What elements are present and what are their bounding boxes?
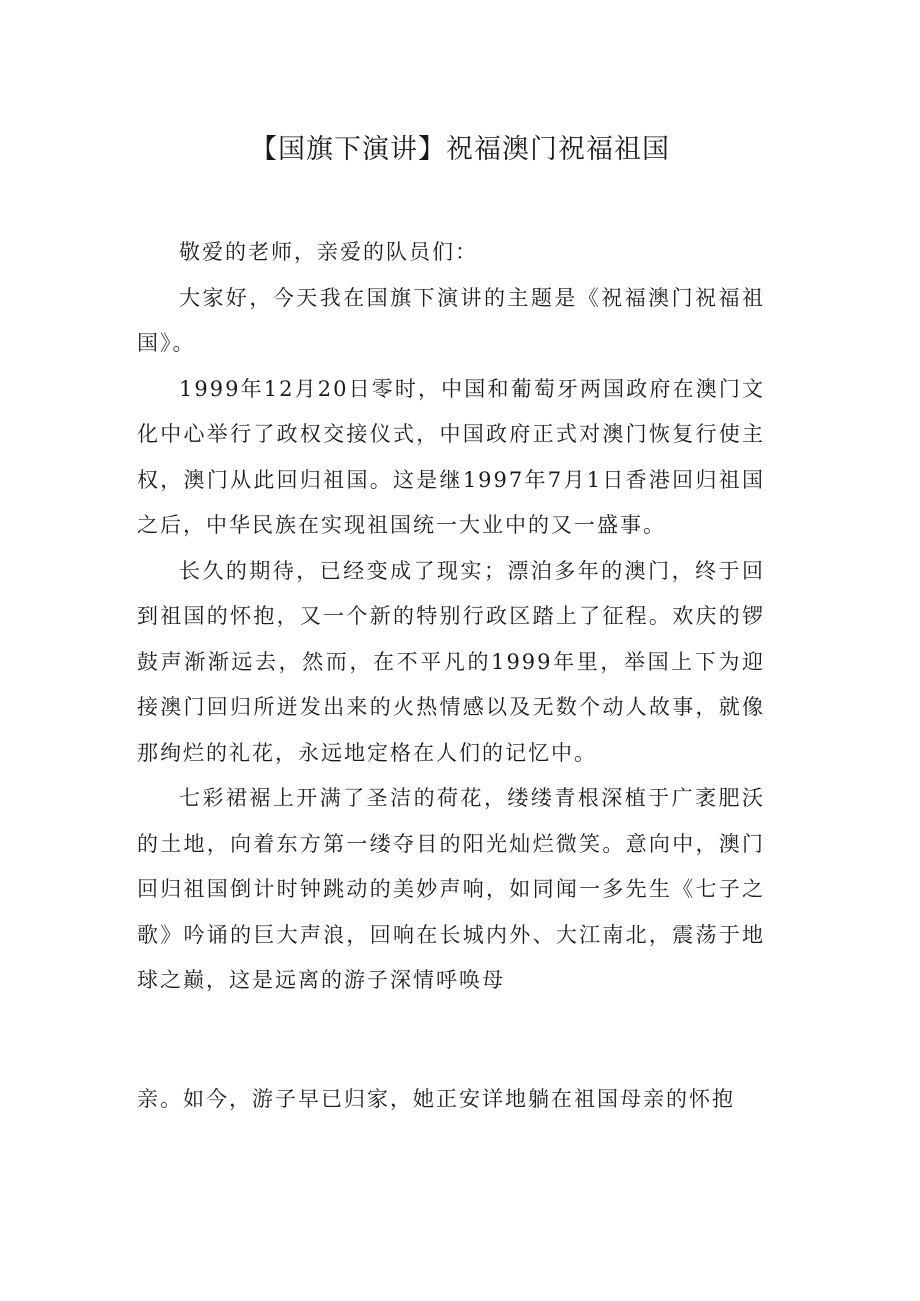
paragraph-expectation: 长久的期待，已经变成了现实；漂泊多年的澳门，终于回到祖国的怀抱，又一个新的特别行政区踏上了征程。欢庆的锣鼓声渐渐远去，然而，在不平凡的1999年里，举国上下为迎接澳门回归所迸发出来的火热情感以及无数个动人故事，就像那绚烂的礼花，永远地定格在人们的记忆中。 bbox=[137, 558, 765, 765]
paragraph-intro: 大家好，今天我在国旗下演讲的主题是《祝福澳门祝福祖国》。 bbox=[137, 285, 765, 355]
document-body bbox=[137, 230, 765, 1004]
paragraph-greeting: 敬爱的老师，亲爱的队员们： bbox=[179, 240, 478, 264]
paragraph-continuation: 亲。如今，游子早已归家，她正安详地躺在祖国母亲的怀抱 bbox=[137, 1087, 735, 1111]
document-title: 【国旗下演讲】祝福澳门祝福祖国 bbox=[250, 134, 670, 165]
paragraph-handover: 1999年12月20日零时，中国和葡萄牙两国政府在澳门文化中心举行了政权交接仪式，中国政府正式对澳门恢复行使主权，澳门从此回归祖国。这是继1997年7月1日香港回归祖国之后，中华民族在实现祖国统一大业中的又一盛事。 bbox=[137, 376, 765, 537]
paragraph-lotus: 七彩裙裾上开满了圣洁的荷花，缕缕青根深植于广袤肥沃的土地，向着东方第一缕夺目的阳光灿烂微笑。意向中，澳门回归祖国倒计时钟跳动的美妙声响，如同闻一多先生《七子之歌》吟诵的巨大声浪，回响在长城内外、大江南北，震荡于地球之巅，这是远离的游子深情呼唤母 bbox=[137, 786, 765, 992]
